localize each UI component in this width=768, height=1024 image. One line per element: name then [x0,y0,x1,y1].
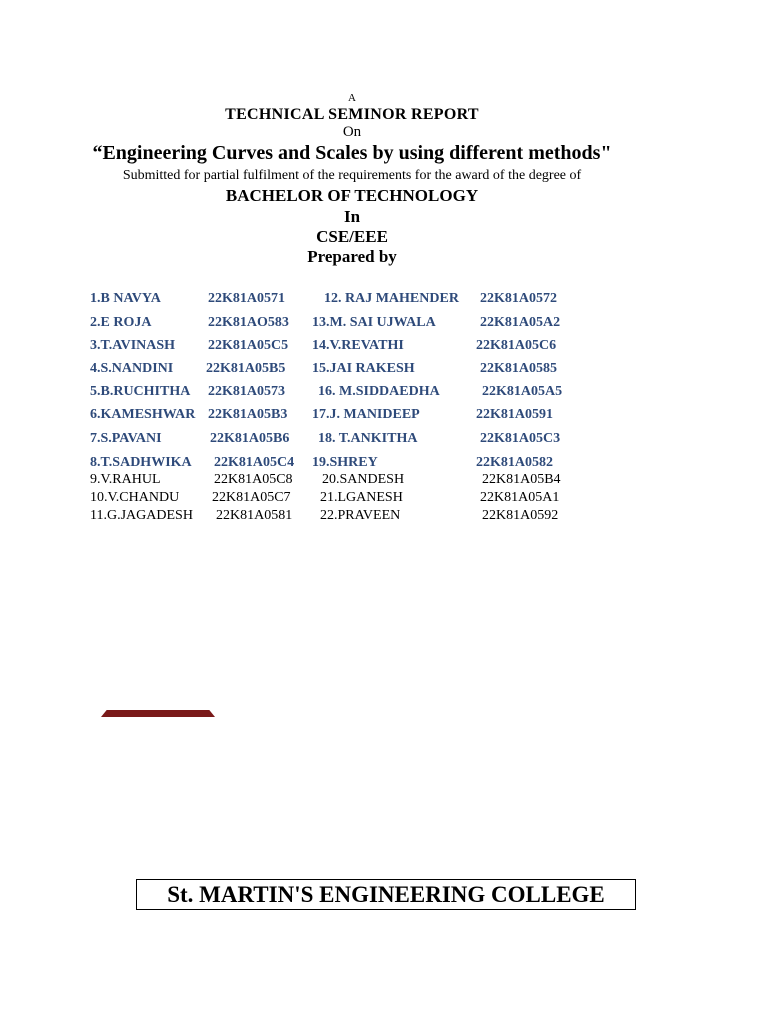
report-title: TECHNICAL SEMINOR REPORT [225,106,479,123]
roll-number: 22K81A0585 [480,361,557,376]
roll-number: 22K81A0582 [476,455,553,470]
roll-number: 22K81A0581 [216,508,293,523]
student-name: 2.E ROJA [90,315,152,330]
prepared-by-label: Prepared by [307,247,397,266]
in-label: In [343,207,361,226]
roll-number: 22K81A0592 [482,508,559,523]
student-row [0,361,768,379]
roll-number: 22K81AO583 [208,315,289,330]
student-row [0,338,768,356]
student-row [0,291,768,309]
roll-number: 22K81A05B3 [208,407,288,422]
degree-title: BACHELOR OF TECHNOLOGY [225,186,479,205]
roll-number: 22K81A05C3 [480,431,561,446]
student-name: 7.S.PAVANI [90,431,162,446]
student-name: 11.G.JAGADESH [90,508,193,523]
roll-number: 22K81A05C5 [208,338,289,353]
student-name: 13.M. SAI UJWALA [312,315,436,330]
student-row [0,315,768,333]
student-name: 9.V.RAHUL [90,472,161,487]
roll-number: 22K81A05A2 [480,315,561,330]
branch-label: CSE/EEE [316,227,388,246]
student-name: 14.V.REVATHI [312,338,404,353]
roll-number: 22K81A05B4 [482,472,561,487]
roll-number: 22K81A05B5 [206,361,286,376]
student-row [0,490,768,508]
student-row [0,472,768,490]
decorative-ribbon [101,710,215,717]
student-row [0,407,768,425]
student-name: 4.S.NANDINI [90,361,174,376]
student-name: 21.LGANESH [320,490,403,505]
roll-number: 22K81A0572 [480,291,557,306]
student-name: 5.B.RUCHITHA [90,384,191,399]
student-name: 6.KAMESHWAR [90,407,196,422]
student-name: 16. M.SIDDAEDHA [318,384,440,399]
on-label: On [342,124,362,140]
roll-number: 22K81A05A1 [480,490,560,505]
student-row [0,431,768,449]
student-name: 12. RAJ MAHENDER [324,291,459,306]
student-name: 20.SANDESH [322,472,405,487]
student-name: 15.JAI RAKESH [312,361,415,376]
roll-number: 22K81A05C7 [212,490,291,505]
topic-title: “Engineering Curves and Scales by using different methods" [92,142,612,164]
roll-number: 22K81A05C4 [214,455,295,470]
submitted-line: Submitted for partial fulfilment of the requirements for the award of the degree of [122,168,582,183]
roll-number: 22K81A05A5 [482,384,563,399]
roll-number: 22K81A05C8 [214,472,293,487]
student-row [0,455,768,473]
roll-number: 22K81A05C6 [476,338,557,353]
student-name: 19.SHREY [312,455,378,470]
student-name: 10.V.CHANDU [90,490,180,505]
cover-a: A [348,92,356,104]
student-name: 1.B NAVYA [90,291,161,306]
student-name: 8.T.SADHWIKA [90,455,192,470]
student-name: 17.J. MANIDEEP [312,407,420,422]
roll-number: 22K81A0591 [476,407,553,422]
student-name: 18. T.ANKITHA [318,431,418,446]
student-name: 22.PRAVEEN [320,508,401,523]
roll-number: 22K81A0573 [208,384,285,399]
roll-number: 22K81A0571 [208,291,285,306]
student-name: 3.T.AVINASH [90,338,176,353]
student-row [0,508,768,526]
roll-number: 22K81A05B6 [210,431,290,446]
student-row [0,384,768,402]
college-name-box: St. MARTIN'S ENGINEERING COLLEGE [136,879,636,910]
